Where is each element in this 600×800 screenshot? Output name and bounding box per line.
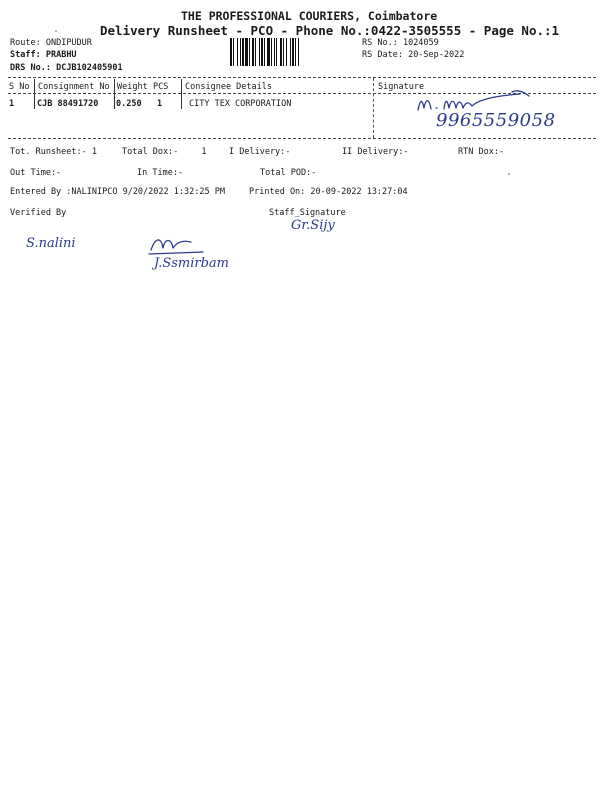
tot-runsheet: Tot. Runsheet:- 1 xyxy=(10,147,97,157)
col-header-consignee: Consignee Details xyxy=(185,82,272,92)
row-sno: 1 xyxy=(9,99,15,109)
staff-initial-signature xyxy=(147,234,207,256)
rs-no-value: 1024059 xyxy=(402,38,439,48)
rtn-dox: RTN Dox:- xyxy=(458,147,505,157)
total-pod: Total POD:- xyxy=(260,168,317,178)
table-top-rule xyxy=(8,77,596,78)
barcode-icon xyxy=(229,38,353,66)
row-pcs: 1 xyxy=(157,99,163,109)
i-delivery: I Delivery:- xyxy=(229,147,291,157)
drs-field xyxy=(10,63,123,73)
rs-no-label: RS No.: xyxy=(362,38,398,48)
route-field xyxy=(10,38,92,48)
row-consignment-no: CJB 88491720 xyxy=(37,99,99,109)
col-header-signature: Signature xyxy=(378,82,425,92)
rs-date-label: RS Date: xyxy=(362,50,403,60)
staff-signature-label: Staff_Signature xyxy=(269,208,346,218)
col-header-pcs: PCS xyxy=(153,82,169,92)
total-dox xyxy=(122,147,207,157)
staff-field xyxy=(10,50,77,60)
col-header-weight: Weight xyxy=(117,82,148,92)
row-weight: 0.250 xyxy=(116,99,142,109)
route-value: ONDIPUDUR xyxy=(45,38,92,48)
ii-delivery: II Delivery:- xyxy=(342,147,409,157)
total-dox-value: 1 xyxy=(201,147,207,157)
col-header-sno: S No xyxy=(9,82,30,92)
runsheet-title: Delivery Runsheet - PCO - Phone No.:0422-3505555 - Page No.:1 xyxy=(100,23,560,38)
company-name: THE PROFESSIONAL COURIERS, Coimbatore xyxy=(181,9,438,23)
row-consignee: CITY TEX CORPORATION xyxy=(189,99,292,109)
route-label: Route: xyxy=(10,38,41,48)
entered-by: Entered By :NALINIPCO 9/20/2022 1:32:25 PM xyxy=(10,187,225,197)
rs-date-field xyxy=(362,50,464,60)
printed-on: Printed On: 20-09-2022 13:27:04 xyxy=(249,187,408,197)
verifier-signature: S.nalini xyxy=(26,236,76,251)
drs-value: DCJB102405901 xyxy=(56,63,123,73)
col-divider xyxy=(114,79,115,109)
receiver-phone: 9965559058 xyxy=(436,110,556,131)
staff-value: PRABHU xyxy=(45,50,77,60)
staff-signature: Gr.Sijy xyxy=(291,218,335,233)
secondary-signature: J.Ssmirbam xyxy=(154,256,230,271)
in-time: In Time:- xyxy=(137,168,184,178)
table-bottom-rule xyxy=(8,138,596,139)
total-dox-label: Total Dox:- xyxy=(122,147,179,157)
col-divider xyxy=(34,79,35,109)
drs-label: DRS No.: xyxy=(10,63,51,73)
col-header-consignment: Consignment No xyxy=(38,82,110,92)
scan-mark xyxy=(508,173,510,175)
out-time: Out Time:- xyxy=(10,168,62,178)
staff-label: Staff: xyxy=(10,50,41,60)
rs-no-field xyxy=(362,38,439,48)
verified-by-label: Verified By xyxy=(10,208,67,218)
col-divider xyxy=(181,79,182,109)
rs-date-value: 20-Sep-2022 xyxy=(408,50,465,60)
col-divider-signature xyxy=(373,78,374,138)
scan-mark xyxy=(55,30,57,32)
